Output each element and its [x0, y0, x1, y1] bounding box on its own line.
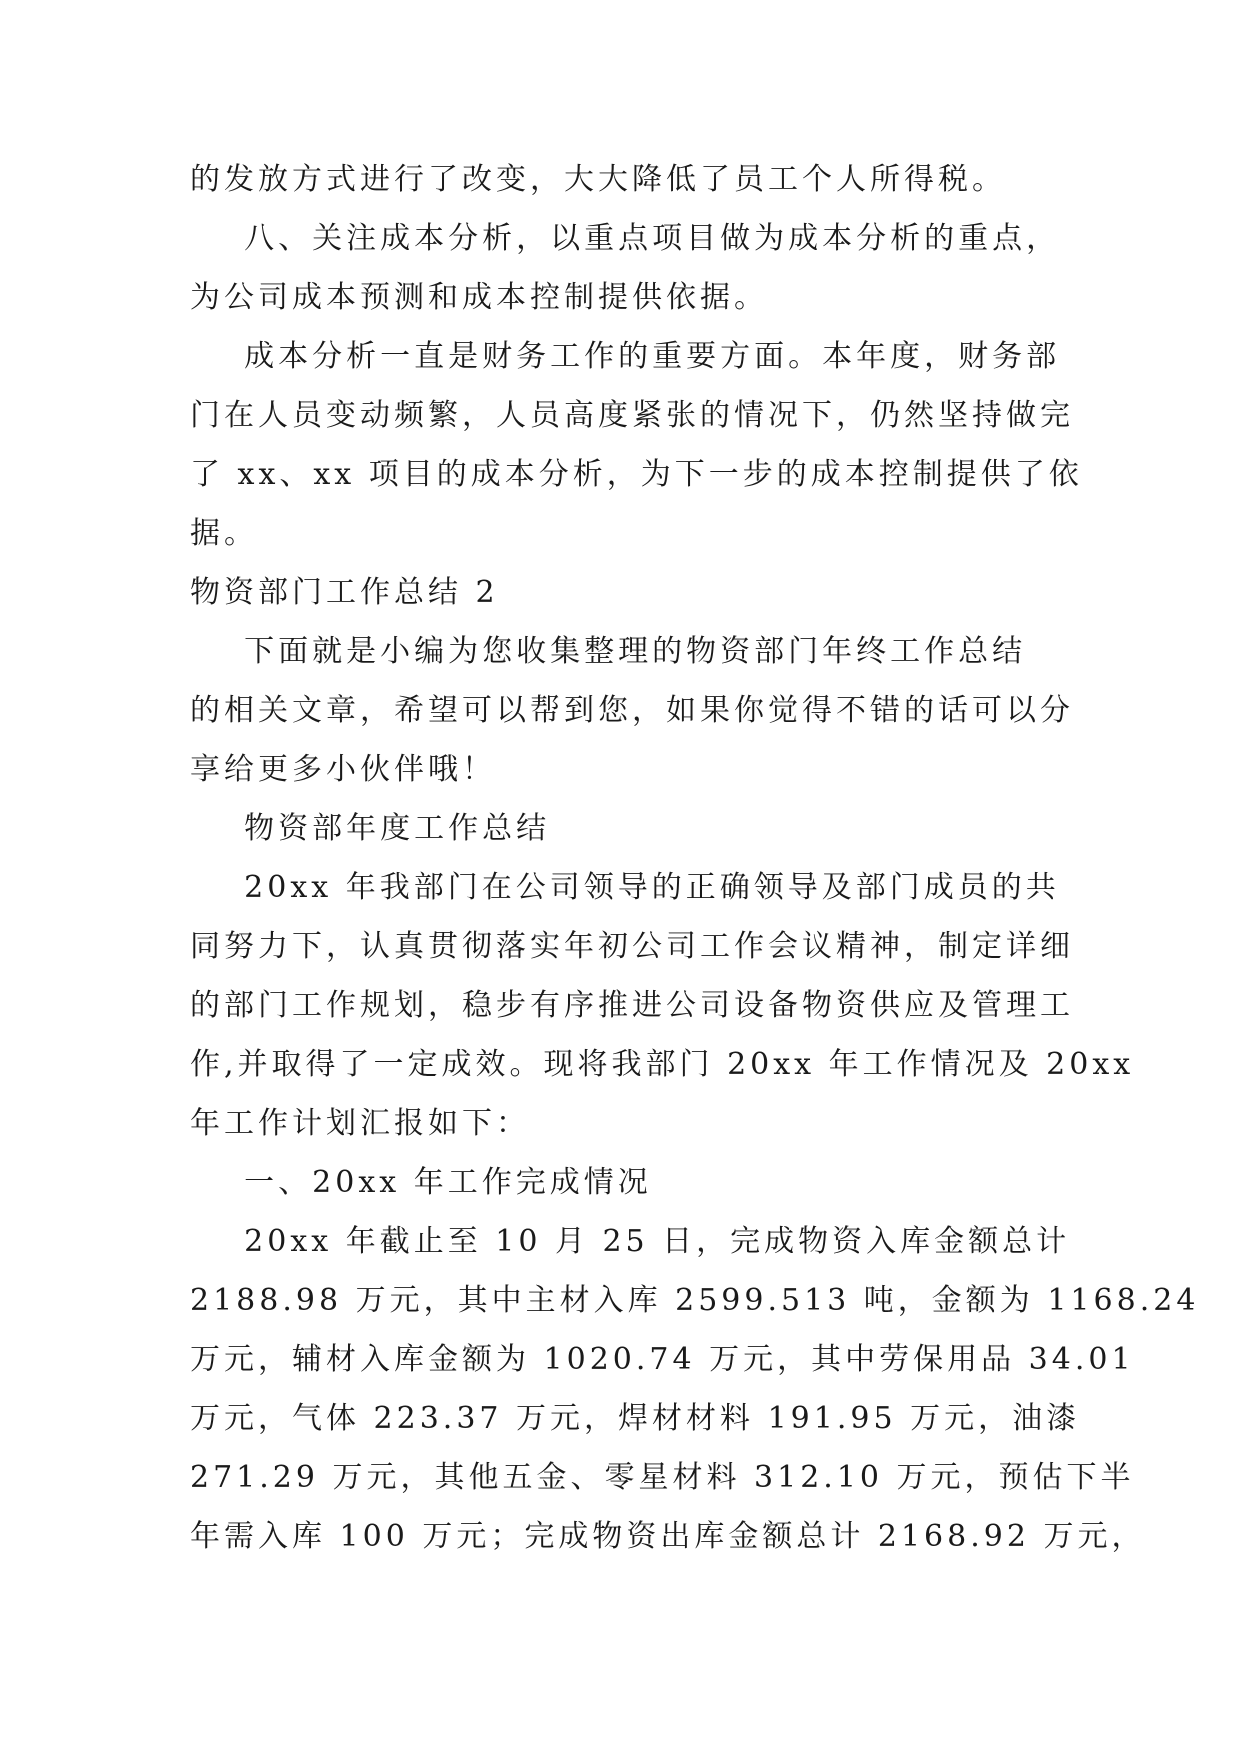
text-line: 万元，辅材入库金额为 1020.74 万元，其中劳保用品 34.01	[190, 1342, 1135, 1377]
text-line: 的部门工作规划，稳步有序推进公司设备物资供应及管理工	[190, 988, 1074, 1023]
text-line: 271.29 万元，其他五金、零星材料 312.10 万元，预估下半	[190, 1460, 1135, 1495]
section-heading: 物资部门工作总结 2	[190, 575, 499, 610]
text-line: 同努力下，认真贯彻落实年初公司工作会议精神，制定详细	[190, 929, 1074, 964]
text-line: 的相关文章，希望可以帮到您，如果你觉得不错的话可以分	[190, 693, 1074, 728]
text-line: 成本分析一直是财务工作的重要方面。本年度，财务部	[190, 339, 1061, 374]
text-line: 年工作计划汇报如下：	[190, 1106, 530, 1141]
text-line: 下面就是小编为您收集整理的物资部门年终工作总结	[190, 634, 1027, 669]
text-line: 作,并取得了一定成效。现将我部门 20xx 年工作情况及 20xx	[190, 1047, 1135, 1082]
text-line: 据。	[190, 516, 258, 551]
subheading: 一、20xx 年工作完成情况	[190, 1165, 652, 1200]
text-line: 八、关注成本分析，以重点项目做为成本分析的重点，	[190, 221, 1061, 256]
text-line: 的发放方式进行了改变，大大降低了员工个人所得税。	[190, 162, 1006, 197]
text-line: 享给更多小伙伴哦！	[190, 752, 496, 787]
text-line: 门在人员变动频繁，人员高度紧张的情况下，仍然坚持做完	[190, 398, 1074, 433]
text-line: 了 xx、xx 项目的成本分析，为下一步的成本控制提供了依	[190, 457, 1083, 492]
text-line: 为公司成本预测和成本控制提供依据。	[190, 280, 768, 315]
subheading: 物资部年度工作总结	[190, 811, 551, 846]
document-body	[190, 150, 1200, 1566]
text-line: 20xx 年我部门在公司领导的正确领导及部门成员的共	[190, 870, 1060, 905]
text-line: 年需入库 100 万元；完成物资出库金额总计 2168.92 万元，	[190, 1519, 1146, 1554]
text-line: 万元，气体 223.37 万元，焊材材料 191.95 万元，油漆	[190, 1401, 1081, 1436]
text-line: 20xx 年截止至 10 月 25 日，完成物资入库金额总计	[190, 1224, 1071, 1259]
text-line: 2188.98 万元，其中主材入库 2599.513 吨，金额为 1168.24	[190, 1283, 1200, 1318]
